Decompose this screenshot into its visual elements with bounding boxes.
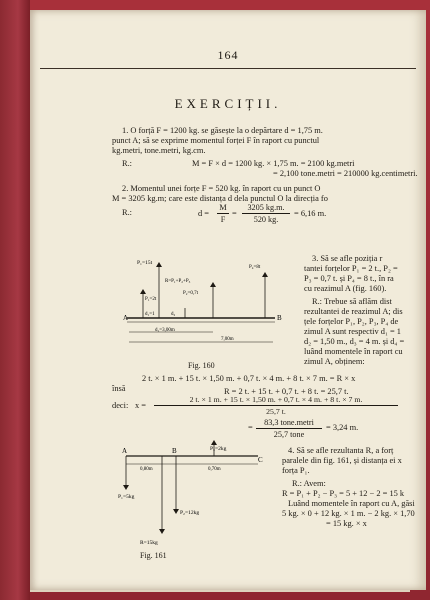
- fig160-label-a: A: [123, 314, 129, 322]
- ex1-result2: = 2,100 tone.metri = 210000 kg.centimetri.: [273, 169, 418, 178]
- ex3-line3: P₃ = 0,7 t. și P₄ = 8 t., în ra: [304, 274, 394, 283]
- ex3-line11: zimul A, obținem:: [304, 357, 365, 366]
- fig161-label-p1: P₁=5kg: [118, 494, 135, 500]
- arrow-head: [123, 485, 129, 490]
- ex2-line2: M = 3205 kg.m; care este distanța d dela punctul O la direcția fo: [112, 194, 328, 203]
- fig160-label-r: R=P₁+P₂+P₃: [165, 279, 191, 284]
- fig160-label-d1: d₁=1: [145, 312, 155, 317]
- ex3-line9: d₂ = 1,50 m., d₃ = 4 m. și d₄ =: [304, 337, 405, 346]
- fig160-label-d2: d₂: [171, 312, 176, 317]
- fraction-bar: [256, 428, 322, 429]
- fig160-label-p1: P₁=15t: [137, 260, 153, 266]
- ex3-line6: rezultantei de reazimul A; dis: [304, 307, 403, 316]
- fig160-label-dist1: d₁=3,00m: [155, 328, 175, 333]
- ex1-line2: punct A; să se exprime momentul forței F în raport cu punctul: [112, 136, 320, 145]
- arrow-head: [140, 289, 146, 294]
- fig160-label-dist2: 7,00m: [221, 337, 234, 342]
- ex3-line7: țele forțelor P₁, P₂, P₃, P₄ de: [304, 317, 399, 326]
- ex2-frac-mf: [217, 203, 229, 224]
- ex4-line5: R = P₁ + P₂ − P₃ = 5 + 12 − 2 = 15 k: [282, 489, 405, 498]
- fig160-label-b: B: [277, 314, 282, 322]
- ex2-eq-left: d =: [198, 209, 210, 218]
- ex3-deci: deci:: [112, 401, 129, 410]
- ex1-r-label: R.:: [122, 159, 133, 168]
- ex2-frac-mf-den: F: [220, 215, 226, 224]
- ex4-line7: 5 kg. × 0 + 12 kg. × 1 m. − 2 kg. × 1,70: [282, 509, 415, 518]
- ex2-r-label: R.:: [122, 208, 133, 217]
- figure-160-diagram: [125, 236, 285, 356]
- ex4-line2: paralele din fig. 161, și distanța ei x: [282, 456, 402, 465]
- figure-160-caption: Fig. 160: [188, 361, 215, 370]
- arrow-head: [156, 262, 162, 267]
- figure-161-caption: Fig. 161: [140, 551, 167, 560]
- ex2-frac-den: 520 kg.: [253, 215, 279, 224]
- fig161-label-p2: P₂=12kg: [180, 510, 200, 516]
- ex3-frac-den: 25,7 t.: [266, 407, 286, 416]
- ex3-result: = 3,24 m.: [326, 423, 359, 432]
- ex3-equation2: R = 2 t. + 15 t. + 0,7 t. + 8 t. = 25,7 t.: [224, 387, 349, 396]
- ex3-line5: R.: Trebue să aflăm dist: [312, 297, 392, 306]
- arrow-head: [173, 509, 179, 514]
- ex3-line2: tantei forțelor P₁ = 2 t., P₂ =: [304, 264, 398, 273]
- ex3-line10: luând momentele în raport cu: [304, 347, 403, 356]
- ex3-frac2-num: 83,3 tone.metri: [264, 418, 314, 427]
- ex2-frac-num: 3205 kg.m.: [247, 203, 285, 212]
- ex3-frac-num: 2 t. × 1 m. + 15 t. × 1,50 m. + 0,7 t. × 4 m. + 8 t. × 7 m.: [189, 395, 363, 404]
- ex2-frac-values: [242, 203, 290, 224]
- book-spine: [0, 0, 30, 600]
- fig160-label-p5: P₁=2t: [145, 297, 157, 302]
- book-page: [30, 10, 426, 590]
- ex2-line1: 2. Momentul unei forțe F = 520 kg. în raport cu un punct O: [122, 184, 321, 193]
- fig160-label-p4: P₄=8t: [249, 265, 261, 270]
- ex1-line1: 1. O forță F = 1200 kg. se găsește la o depărtare d = 1,75 m.: [122, 126, 323, 135]
- ex3-line8: zimul A sunt respectiv d₁ = 1: [304, 327, 401, 336]
- arrow-head: [211, 440, 217, 445]
- fig161-label-d2: 0,70m: [208, 467, 221, 472]
- fig161-label-b: B: [172, 447, 177, 455]
- ex4-line4: R.: Avem:: [292, 479, 326, 488]
- fraction-bar: [242, 213, 290, 214]
- ex3-eq-sign: =: [248, 423, 253, 432]
- arrow-head: [262, 272, 268, 277]
- fraction-bar: [154, 405, 398, 406]
- ex3-equation1: 2 t. × 1 m. + 15 t. × 1,50 m. + 0,7 t. × 4 m. + 8 t. × 7 m. = R × x: [142, 374, 356, 383]
- section-heading: EXERCIȚII.: [174, 96, 282, 111]
- ex3-frac2-den: 25,7 tone: [273, 430, 305, 439]
- fig161-label-a: A: [122, 447, 128, 455]
- ex3-line4: cu reazimul A (fig. 160).: [304, 284, 387, 293]
- figure-161-diagram: [118, 440, 283, 550]
- ex3-insa: însă: [112, 384, 126, 393]
- ex3-fraction2: [256, 418, 322, 439]
- fig161-label-r: R=15kg: [140, 540, 158, 546]
- ex4-line3: forța P₁.: [282, 466, 310, 475]
- ex3-x-eq: x =: [135, 401, 147, 410]
- fig161-label-c: C: [258, 456, 263, 464]
- ex2-result: = 6,16 m.: [294, 209, 327, 218]
- ex4-line1: 4. Să se afle rezultanta R, a forț: [288, 446, 394, 455]
- ex2-eq-mid: =: [232, 209, 237, 218]
- ex3-fraction: [154, 395, 398, 416]
- page-number: 164: [217, 48, 239, 62]
- ex1-line3: kg.metri, tone.metri, kg.cm.: [112, 146, 206, 155]
- ex1-result1: M = F × d = 1200 kg. × 1,75 m. = 2100 kg.metri: [192, 159, 355, 168]
- fig161-label-p3: P₃=2kg: [210, 446, 227, 452]
- fig161-label-d1: 0,80m: [140, 467, 153, 472]
- fig160-label-p3: P₂=0,7t: [183, 291, 198, 296]
- ex4-line8: = 15 kg. × x: [326, 519, 367, 528]
- fraction-bar: [217, 213, 229, 214]
- ex3-line1: 3. Să se afle poziția r: [312, 254, 383, 263]
- ex4-line6: Luând momentele în raport cu A, găsi: [288, 499, 415, 508]
- header-rule: [40, 68, 416, 69]
- arrow-head: [159, 529, 165, 534]
- arrow-head: [210, 282, 216, 287]
- ex2-frac-mf-num: M: [219, 203, 227, 212]
